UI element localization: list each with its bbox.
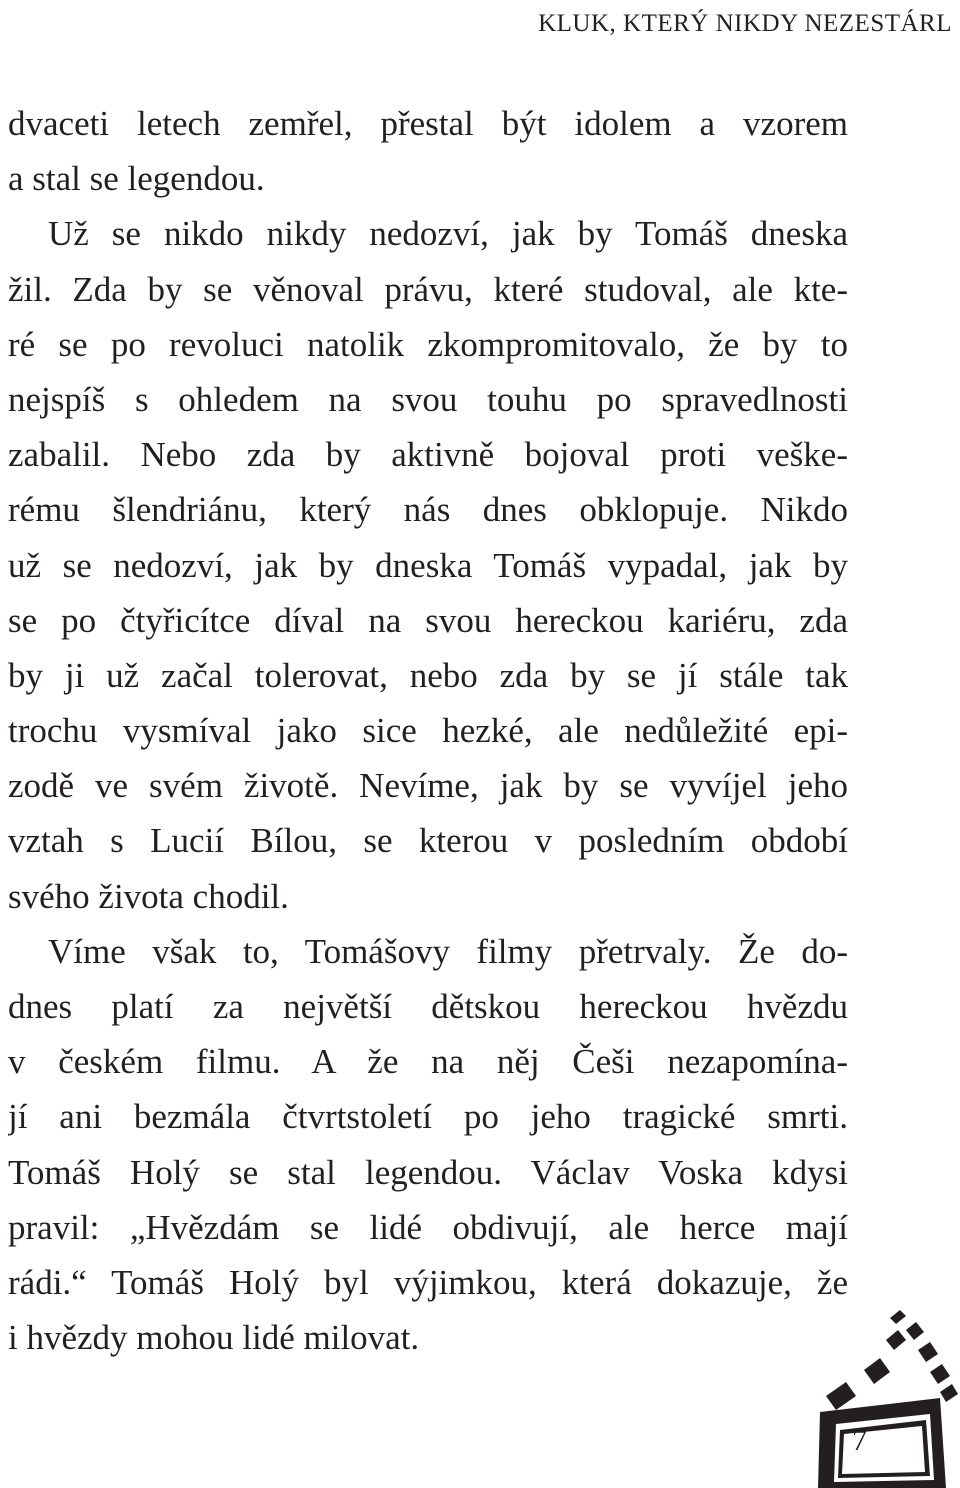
text-line: Víme však to, Tomášovy filmy přetrvaly. Že do- — [48, 931, 848, 971]
text-line: pravil: „Hvězdám se lidé obdivují, ale herce mají — [8, 1207, 848, 1247]
text-line: žil. Zda by se věnoval právu, které studoval, ale kte- — [8, 269, 848, 309]
text-line: zabalil. Nebo zda by aktivně bojoval proti veške- — [8, 435, 848, 475]
text-line: se po čtyřicítce díval na svou hereckou kariéru, zda — [8, 600, 848, 640]
page-number: 7 — [852, 1424, 867, 1457]
body-text — [8, 96, 848, 1365]
text-line: rému šlendriánu, který nás dnes obklopuje. Nikdo — [8, 490, 848, 530]
text-line: Tomáš Holý se stal legendou. Václav Voska kdysi — [8, 1152, 848, 1192]
text-line: a stal se legendou. — [8, 159, 265, 199]
text-line: dnes platí za největší dětskou hereckou hvězdu — [8, 987, 848, 1026]
text-line: by ji už začal tolerovat, nebo zda by se jí stále tak — [8, 655, 848, 695]
text-line: i hvězdy mohou lidé milovat. — [8, 1318, 420, 1358]
text-line: svého života chodil. — [8, 876, 289, 916]
text-line: vztah s Lucií Bílou, se kterou v posledním období — [8, 821, 848, 861]
running-header: KLUK, KTERÝ NIKDY NEZESTÁRL — [538, 10, 952, 37]
text-line: v českém filmu. A že na něj Češi nezapomína- — [8, 1042, 848, 1082]
text-line: nejspíš s ohledem na svou touhu po spravedlnosti — [8, 379, 848, 419]
film-clapperboard-icon — [790, 1300, 960, 1488]
text-line: dvaceti letech zemřel, přestal být idolem a vzorem — [8, 104, 848, 143]
text-line: už se nedozví, jak by dneska Tomáš vypadal, jak by — [8, 545, 848, 585]
text-line: zodě ve svém životě. Nevíme, jak by se vyvíjel jeho — [8, 766, 848, 806]
text-line: rádi.“ Tomáš Holý byl výjimkou, která dokazuje, že — [8, 1262, 848, 1302]
text-line: Už se nikdo nikdy nedozví, jak by Tomáš dneska — [48, 214, 848, 254]
text-line: trochu vysmíval jako sice hezké, ale nedůležité epi- — [8, 711, 848, 751]
clapper-stick — [826, 1310, 958, 1410]
text-line: ré se po revoluci natolik zkompromitovalo, že by to — [8, 324, 848, 364]
clapper-board — [818, 1398, 946, 1488]
text-line: jí ani bezmála čtvrtstoletí po jeho tragické smrti. — [8, 1097, 848, 1137]
